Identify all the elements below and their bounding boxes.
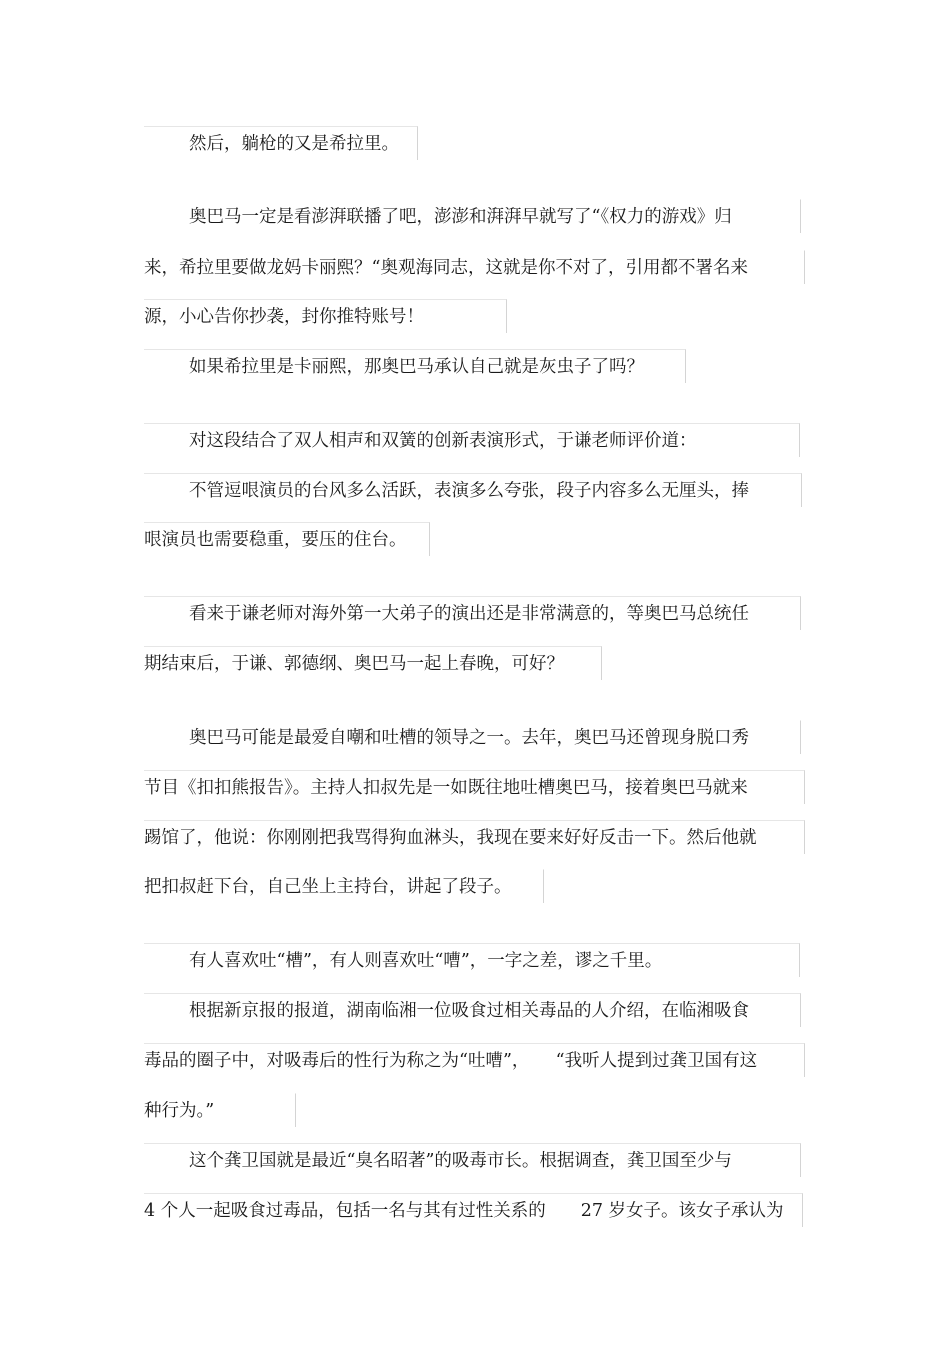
text-line: 把扣叔赶下台，自己坐上主持台，讲起了段子。 <box>144 869 544 903</box>
text-line: 这个龚卫国就是最近“臭名昭著”的吸毒市长。根据调查，龚卫国至少与 <box>144 1143 801 1177</box>
text-line: 毒品的圈子中，对吸毒后的性行为称之为“吐嘈”， “我听人提到过龚卫国有这 <box>144 1043 805 1077</box>
text-line: 看来于谦老师对海外第一大弟子的演出还是非常满意的，等奥巴马总统任 <box>144 596 801 630</box>
text-line: 奥巴马一定是看澎湃联播了吧，澎澎和湃湃早就写了“《权力的游戏》归 <box>144 199 801 233</box>
text-line: 节目《扣扣熊报告》。主持人扣叔先是一如既往地吐槽奥巴马，接着奥巴马就来 <box>144 770 805 804</box>
text-line: 哏演员也需要稳重，要压的住台。 <box>144 522 430 556</box>
text-line: 不管逗哏演员的台风多么活跃，表演多么夸张，段子内容多么无厘头，捧 <box>144 473 802 507</box>
text-line: 如果希拉里是卡丽熙，那奥巴马承认自己就是灰虫子了吗？ <box>144 349 686 383</box>
text-line: 来，希拉里要做龙妈卡丽熙？“奥观海同志，这就是你不对了，引用都不署名来 <box>144 250 805 284</box>
text-line: 对这段结合了双人相声和双簧的创新表演形式，于谦老师评价道： <box>144 423 800 457</box>
text-line: 期结束后，于谦、郭德纲、奥巴马一起上春晚，可好？ <box>144 646 602 680</box>
text-line: 根据新京报的报道，湖南临湘一位吸食过相关毒品的人介绍，在临湘吸食 <box>144 993 801 1027</box>
text-line: 有人喜欢吐“槽”，有人则喜欢吐“嘈”，一字之差，谬之千里。 <box>144 943 800 977</box>
text-line: 奥巴马可能是最爱自嘲和吐槽的领导之一。去年，奥巴马还曾现身脱口秀 <box>144 720 801 754</box>
text-line: 4 个人一起吸食过毒品，包括一名与其有过性关系的 27 岁女子。该女子承认为 <box>144 1193 803 1227</box>
text-line: 踢馆了，他说：你刚刚把我骂得狗血淋头，我现在要来好好反击一下。然后他就 <box>144 820 805 854</box>
text-line: 源，小心告你抄袭，封你推特账号！ <box>144 299 507 333</box>
text-line: 种行为。” <box>144 1093 296 1127</box>
text-line: 然后，躺枪的又是希拉里。 <box>144 126 418 160</box>
